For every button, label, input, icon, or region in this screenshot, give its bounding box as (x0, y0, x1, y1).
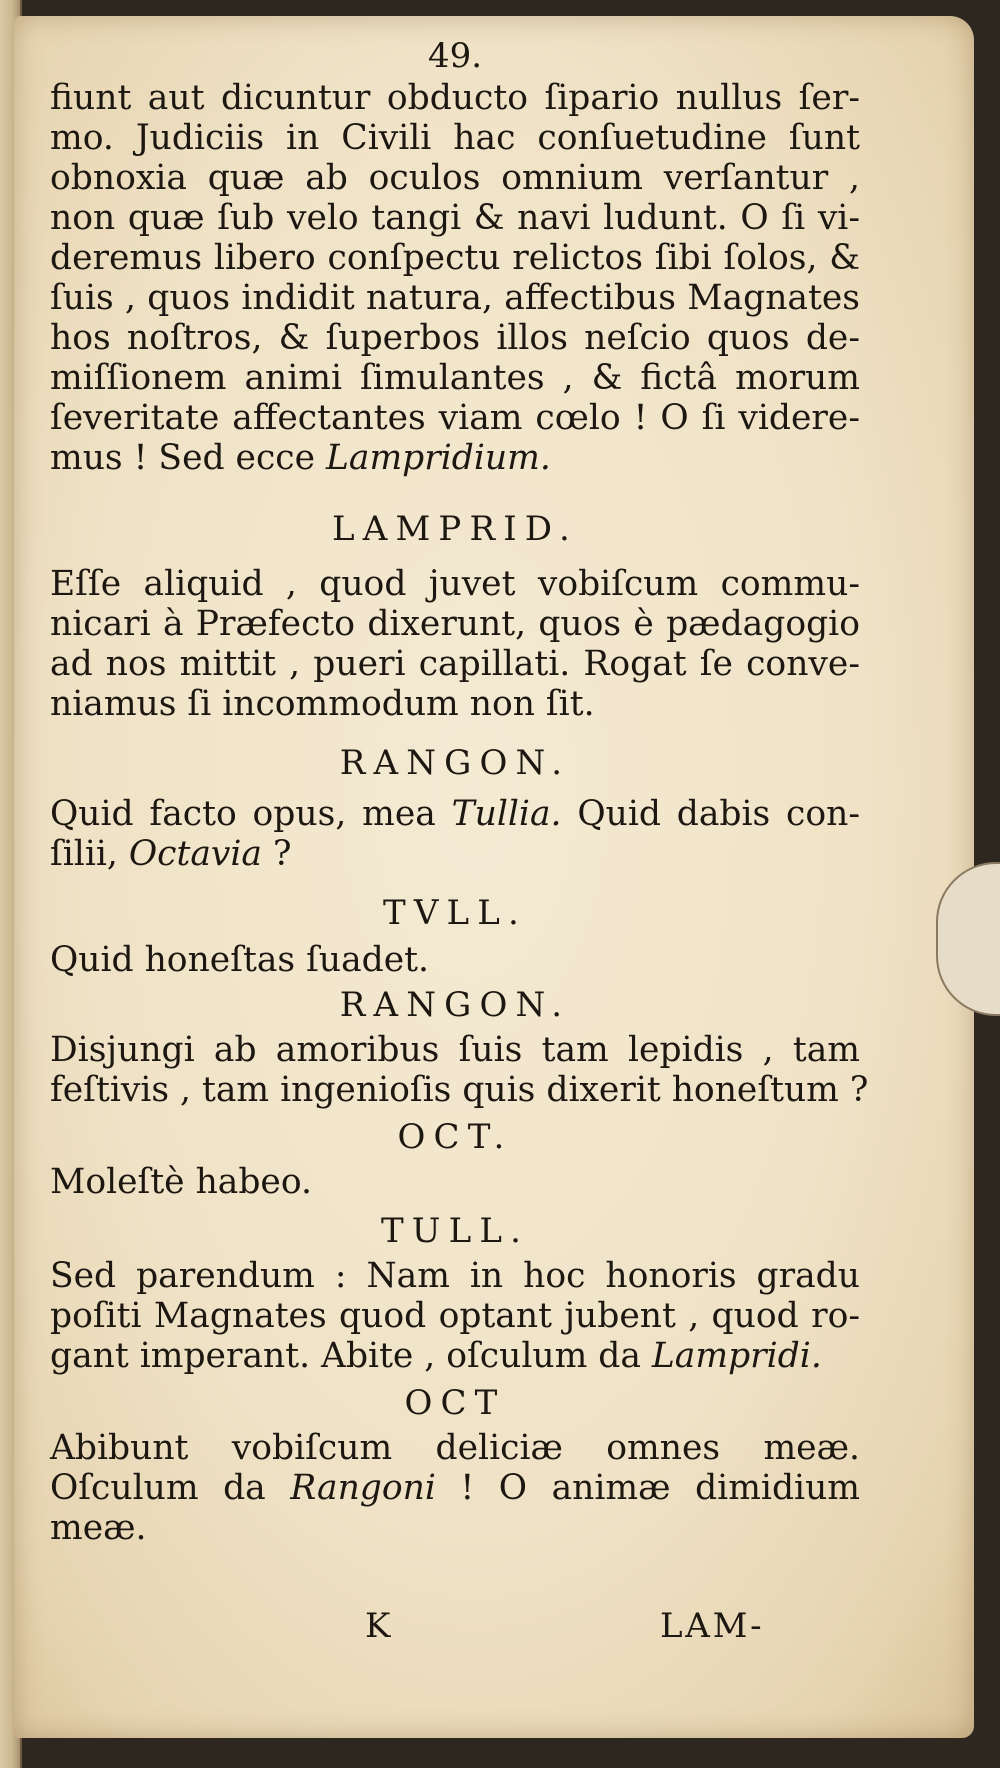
text-line: Moleſtè habeo. (50, 1162, 312, 1202)
text-line: mo. Judiciis in Civili hac conſuetudine ſunt (50, 118, 860, 158)
text-line: niamus ſi incommodum non ſit. (50, 684, 595, 724)
speaker-heading: RANGON. (339, 985, 571, 1025)
character-name: Octavia (128, 834, 262, 874)
text-line: non quæ ſub velo tangi & navi ludunt. O ſi vi- (50, 198, 860, 238)
speaker-heading: TULL. (380, 1211, 530, 1251)
text-line (50, 438, 860, 478)
text-line: feſtivis , tam ingenioſis quis dixerit honeſtum ? (50, 1070, 869, 1110)
speaker-heading: OCT (404, 1383, 506, 1423)
text-line: ſuis , quos indidit natura, affectibus Magnates (50, 278, 860, 318)
text-segment: Quid facto opus, mea (50, 794, 452, 834)
text-line: fiunt aut dicuntur obducto ſipario nullus ſer- (50, 78, 860, 118)
text-segment: ? (261, 834, 292, 874)
text-line: obnoxia quæ ab oculos omnium verſantur , (50, 158, 860, 198)
text-line (50, 1336, 860, 1376)
text-line: nicari à Præfecto dixerunt, quos è pædagogio (50, 604, 860, 644)
speech-text (50, 564, 860, 724)
character-name: Rangoni (290, 1468, 436, 1508)
text-line: Quid honeſtas ſuadet. (50, 940, 429, 980)
character-name: Tullia. (451, 794, 562, 834)
speech-text (50, 940, 860, 980)
text-segment: mus ! Sed ecce (50, 438, 326, 478)
text-line (50, 834, 860, 874)
text-line: poſiti Magnates quod optant jubent , quod ro- (50, 1296, 860, 1336)
speaker-heading: TVLL. (383, 893, 527, 933)
text-line: hos noſtros, & ſuperbos illos neſcio quos de- (50, 318, 860, 358)
speaker-heading: RANGON. (339, 743, 571, 783)
paragraph-intro (50, 78, 860, 478)
text-line: Eſſe aliquid , quod juvet vobiſcum commu- (50, 564, 860, 604)
text-line: ad nos mittit , pueri capillati. Rogat ſe conve- (50, 644, 860, 684)
page-number: 49. (427, 36, 483, 76)
text-line: Disjungi ab amoribus ſuis tam lepidis , tam (50, 1030, 860, 1070)
speech-text (50, 1256, 860, 1376)
text-line: ſeveritate affectantes viam cœlo ! O ſi videre- (50, 398, 860, 438)
catchword: LAM- (660, 1606, 765, 1646)
text-line: Abibunt vobiſcum deliciæ omnes meæ. (50, 1428, 860, 1468)
text-segment: Oſculum da (50, 1468, 291, 1508)
character-name: Lampridi. (651, 1336, 822, 1376)
text-line: deremus libero conſpectu relictos ſibi ſolos, & (50, 238, 860, 278)
speech-text (50, 1428, 860, 1548)
text-line: miſſionem animi ſimulantes , & fictâ morum (50, 358, 860, 398)
text-segment: ! O animæ dimidium (435, 1468, 860, 1508)
speaker-heading: LAMPRID. (332, 509, 578, 549)
text-line: Sed parendum : Nam in hoc honoris gradu (50, 1256, 860, 1296)
text-segment: gant imperant. Abite , oſculum da (50, 1336, 652, 1376)
text-line: meæ. (50, 1508, 147, 1548)
text-segment: ſilii, (50, 834, 129, 874)
speech-text (50, 1030, 869, 1110)
signature-mark: K (365, 1606, 391, 1646)
speaker-heading: OCT. (397, 1117, 513, 1157)
speech-text (50, 794, 860, 874)
character-name: Lampridium. (325, 438, 551, 478)
text-segment: Quid dabis con- (561, 794, 861, 834)
text-line (50, 794, 860, 834)
page-text (50, 34, 869, 1548)
text-line (50, 1468, 860, 1508)
speech-text (50, 1162, 860, 1202)
